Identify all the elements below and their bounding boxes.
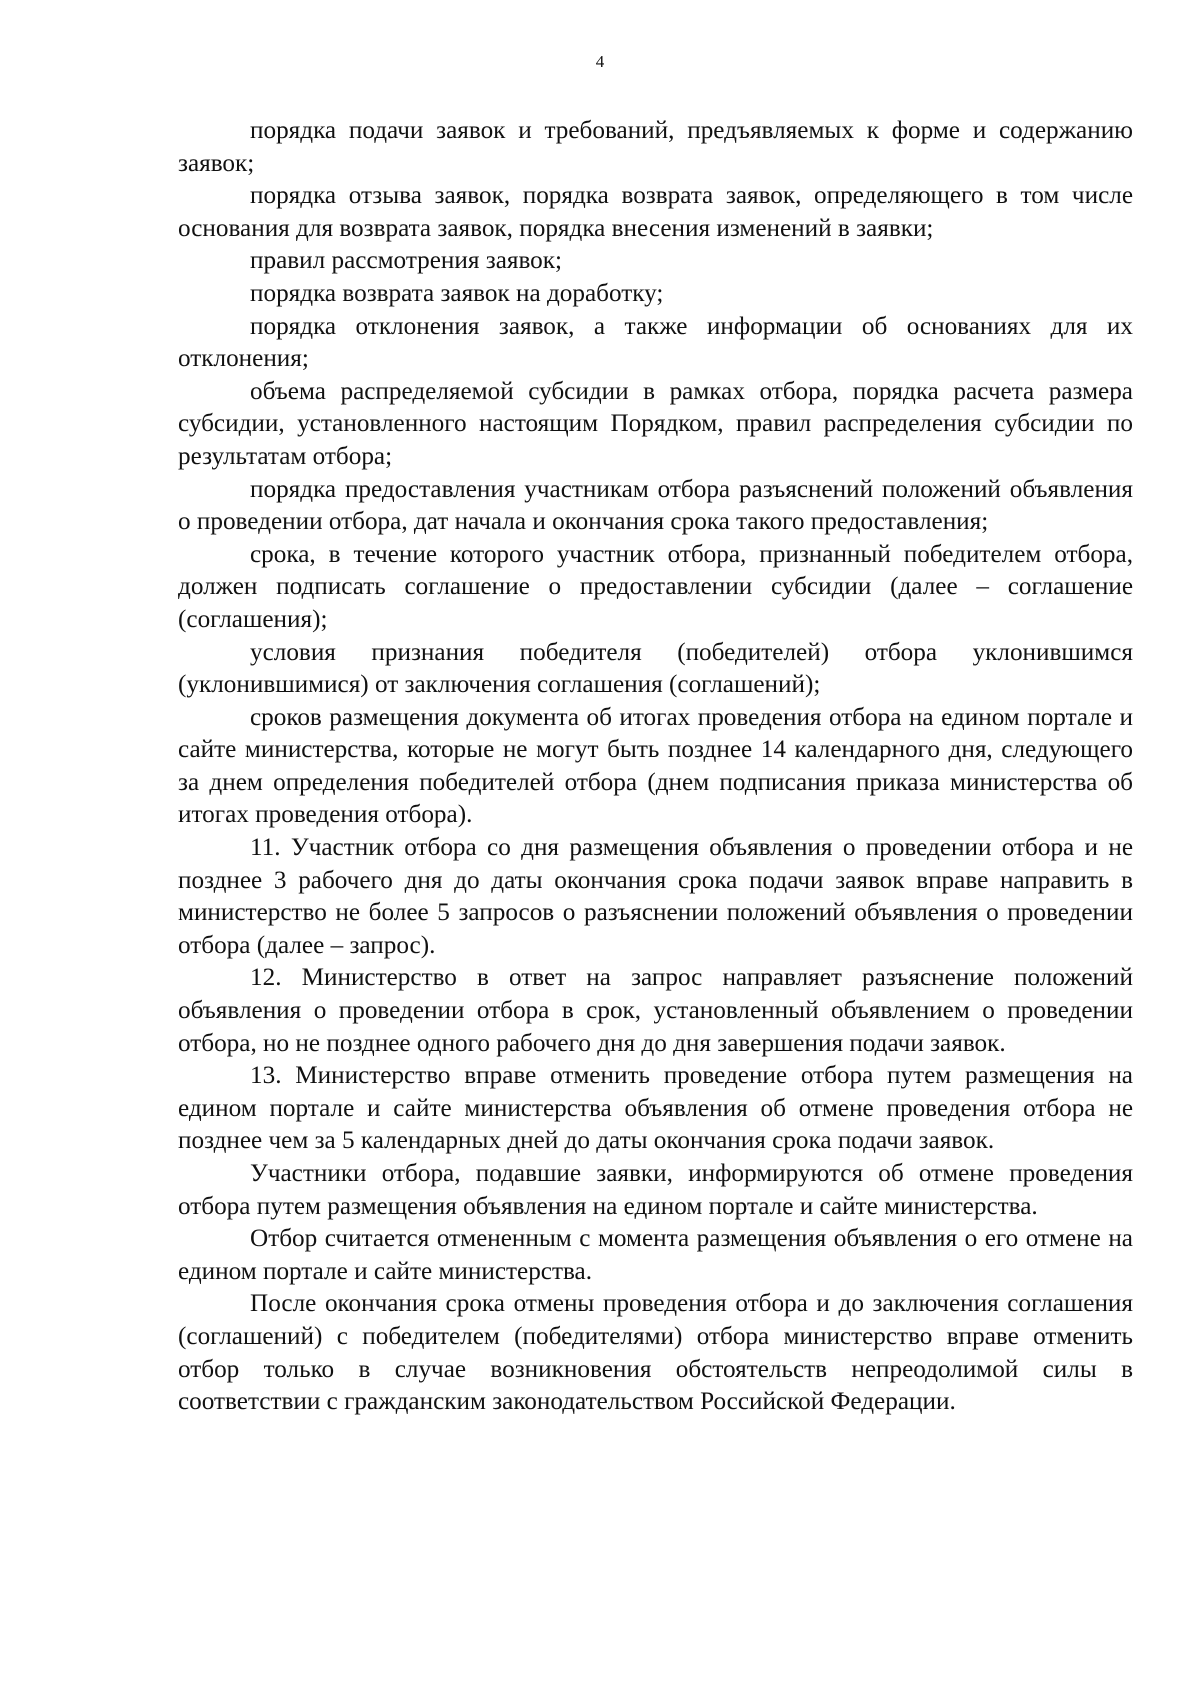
- paragraph: порядка предоставления участникам отбора разъяснений положений объявления о проведении отбора, дат начала и окончания срока такого предоставления;: [178, 475, 1133, 536]
- paragraph: сроков размещения документа об итогах проведения отбора на едином портале и сайте министерства, которые не могут быть позднее 14 календарного дня, следующего за днем определения победителей отбора (днем подписания приказа министерства об итогах проведения отбора).: [178, 703, 1133, 829]
- paragraph-item-11: 11. Участник отбора со дня размещения объявления о проведении отбора и не позднее 3 рабочего дня до даты окончания срока подачи заявок вправе направить в министерство не более 5 запросов о разъяснении положений объявления о проведении отбора (далее – запрос).: [178, 834, 1133, 959]
- paragraph: правил рассмотрения заявок;: [250, 247, 563, 275]
- paragraph: срока, в течение которого участник отбора, признанный победителем отбора, должен подписать соглашение о предоставлении субсидии (далее – соглашение (соглашения);: [178, 540, 1133, 633]
- paragraph: порядка подачи заявок и требований, предъявляемых к форме и содержанию заявок;: [178, 117, 1133, 177]
- page-number: 4: [595, 52, 605, 71]
- paragraph: Участники отбора, подавшие заявки, информируются об отмене проведения отбора путем размещения объявления на едином портале и сайте министерства.: [178, 1160, 1133, 1220]
- paragraph-item-13: 13. Министерство вправе отменить проведение отбора путем размещения на едином портале и сайте министерства объявления об отмене проведения отбора не позднее чем за 5 календарных дней до даты окончания срока подачи заявок.: [178, 1062, 1133, 1155]
- paragraph: объема распределяемой субсидии в рамках отбора, порядка расчета размера субсидии, установленного настоящим Порядком, правил распределения субсидии по результатам отбора;: [178, 377, 1133, 470]
- paragraph-item-12: 12. Министерство в ответ на запрос направляет разъяснение положений объявления о проведении отбора в срок, установленный объявлением о проведении отбора, но не позднее одного рабочего дня до дня завершения подачи заявок.: [178, 964, 1133, 1057]
- paragraph: условия признания победителя (победителей) отбора уклонившимся (уклонившимися) от заключения соглашения (соглашений);: [178, 638, 1133, 699]
- paragraph: порядка возврата заявок на доработку;: [250, 279, 664, 307]
- document-body: [178, 115, 1133, 1419]
- paragraph: Отбор считается отмененным с момента размещения объявления о его отмене на едином портале и сайте министерства.: [178, 1225, 1133, 1285]
- paragraph: порядка отклонения заявок, а также информации об основаниях для их отклонения;: [178, 312, 1133, 373]
- paragraph: После окончания срока отмены проведения отбора и до заключения соглашения (соглашений) с победителем (победителями) отбора министерство вправе отменить отбор только в случае возникновения обстоятельств непреодолимой силы в соответствии с гражданским законодательством Российской Федерации.: [178, 1290, 1133, 1416]
- paragraph: порядка отзыва заявок, порядка возврата заявок, определяющего в том числе основания для возврата заявок, порядка внесения изменений в заявки;: [178, 182, 1133, 242]
